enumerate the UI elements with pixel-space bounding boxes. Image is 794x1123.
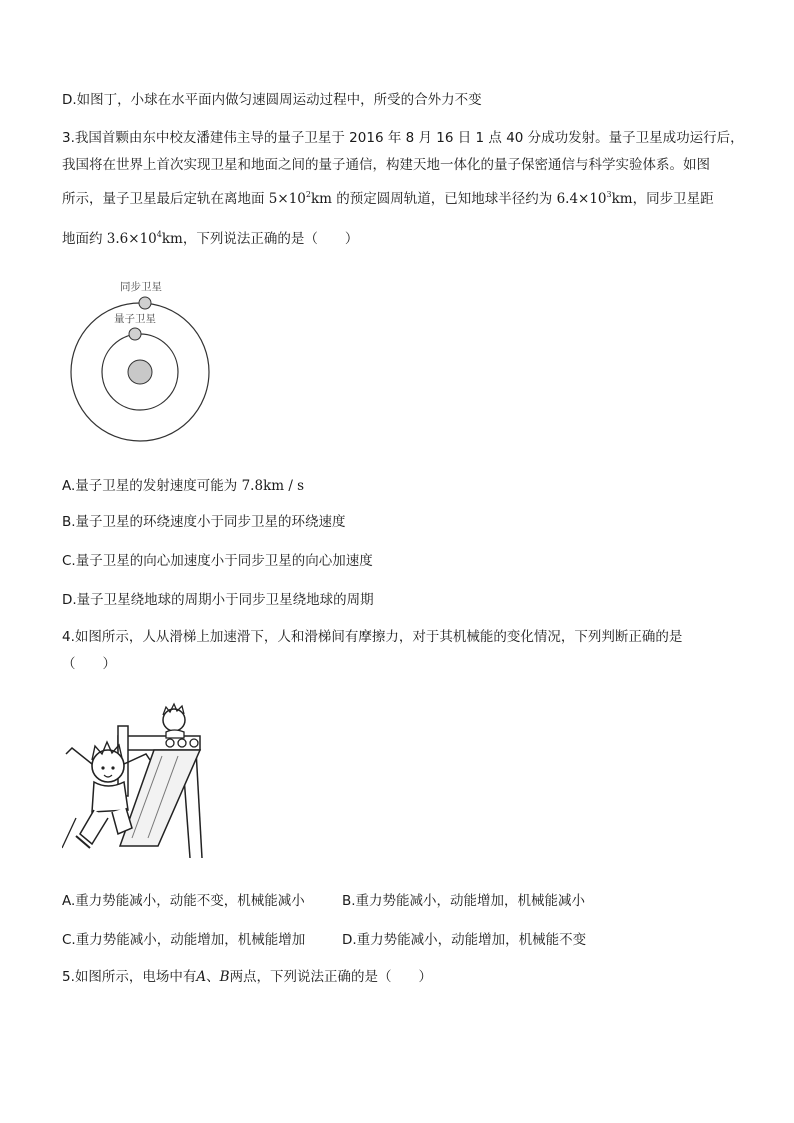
earth [128, 360, 152, 384]
q3-text-line4: 地面约 $3.6\times 10^4km$，下列说法正确的是（ ） [62, 230, 359, 247]
prev-option-d: D.如图丁，小球在水平面内做匀速圆周运动过程中，所受的合外力不变 [62, 92, 482, 108]
orbit-diagram [68, 278, 214, 444]
q3-text-line3: 所示，量子卫星最后定轨在离地面 $5\times 10^2km$ 的预定圆周轨道，已知地球半径约为 $6.4\times 10^3km$，同步卫星距 [62, 190, 714, 207]
q3-option-d: D.量子卫星绕地球的周期小于同步卫星绕地球的周期 [62, 592, 374, 608]
q3-text-line1: 3.我国首颗由东中校友潘建伟主导的量子卫星于 2016 年 8 月 16 日 1 点 40 分成功发射。量子卫星成功运行后， [62, 130, 744, 146]
quantum-satellite [129, 328, 141, 340]
slide-illustration [62, 698, 204, 858]
q4-option-b: B.重力势能减小，动能增加，机械能减小 [342, 893, 586, 909]
q4-option-c: C.重力势能减小，动能增加，机械能增加 [62, 932, 306, 948]
q4-option-d: D.重力势能减小，动能增加，机械能不变 [342, 932, 587, 948]
sync-satellite [139, 297, 151, 309]
quantum-satellite-label: 量子卫星 [114, 313, 156, 325]
q5-text: 5.如图所示，电场中有A、B两点，下列说法正确的是（ ） [62, 969, 433, 985]
q3-text-line2: 我国将在世界上首次实现卫星和地面之间的量子通信，构建天地一体化的量子保密通信与科学实验体系。如图 [62, 157, 710, 173]
q3-option-c: C.量子卫星的向心加速度小于同步卫星的向心加速度 [62, 553, 373, 569]
sync-satellite-label: 同步卫星 [120, 281, 162, 293]
q4-option-a: A.重力势能减小，动能不变，机械能减小 [62, 893, 305, 909]
q4-text-line1: 4.如图所示，人从滑梯上加速滑下，人和滑梯间有摩擦力，对于其机械能的变化情况，下列判断正确的是 [62, 629, 683, 645]
q3-option-b: B.量子卫星的环绕速度小于同步卫星的环绕速度 [62, 514, 346, 530]
q4-text-line2: （ ） [62, 656, 116, 672]
q3-option-a: A.量子卫星的发射速度可能为 7.8km / s [62, 478, 305, 494]
